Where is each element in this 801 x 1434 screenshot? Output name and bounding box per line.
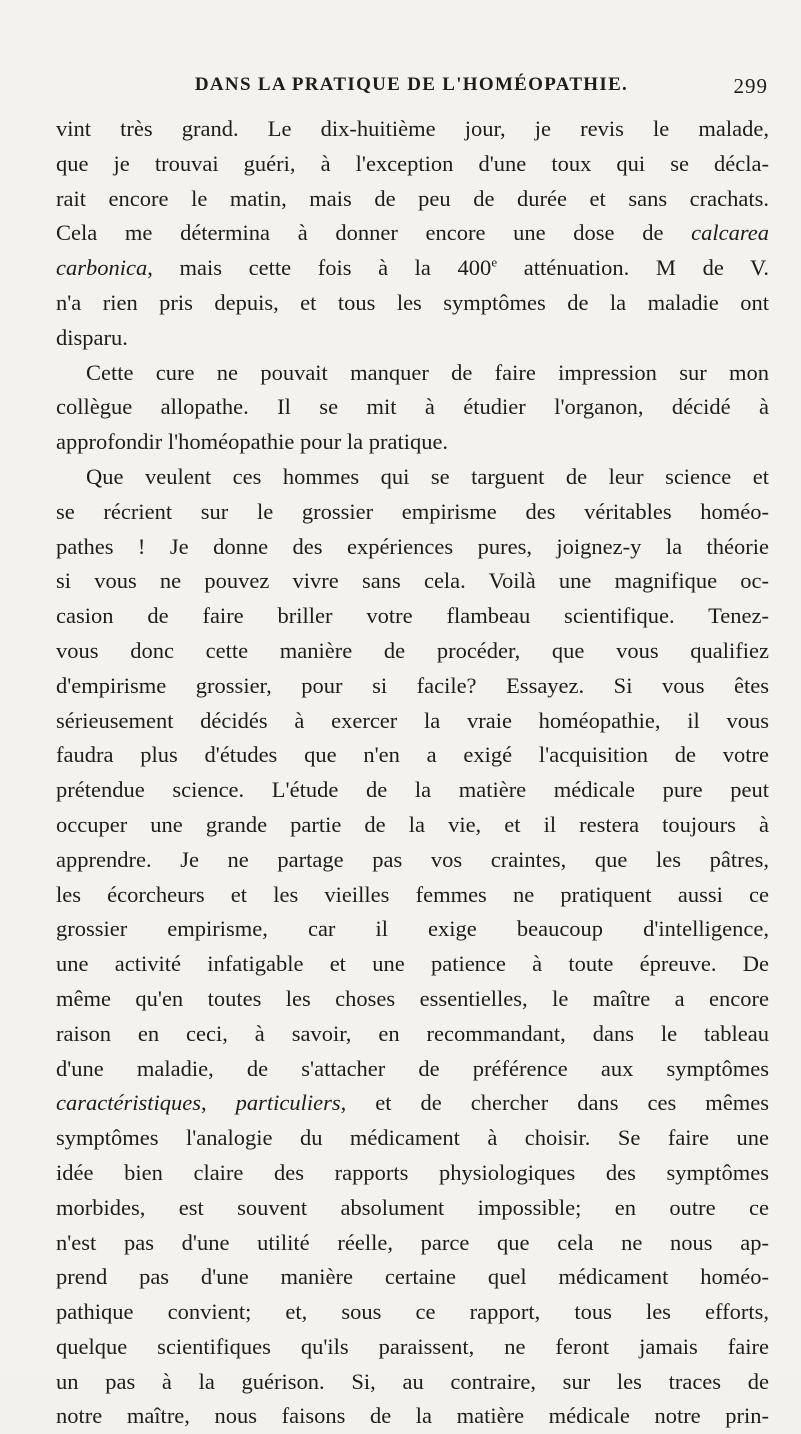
text-line: faudra plus d'études que n'en a exigé l'acquisition de votre (56, 742, 769, 768)
text-line: les écorcheurs et les vieilles femmes ne pratiquent aussi ce (56, 881, 769, 907)
running-header (55, 74, 768, 104)
text-line: un pas à la guérison. Si, au contraire, sur les traces de (56, 1368, 769, 1394)
text-line: morbides, est souvent absolument impossible; en outre ce (56, 1194, 769, 1220)
text-run: , et de chercher dans ces mêmes (340, 1090, 769, 1116)
text-line (56, 251, 769, 286)
italic-term: caractéristiques (56, 1090, 201, 1116)
text-line: rait encore le matin, mais de peu de durée et sans crachats. (56, 185, 769, 211)
text-line: même qu'en toutes les choses essentielles, le maître a encore (56, 985, 769, 1011)
text-line: occuper une grande partie de la vie, et il restera toujours à (56, 811, 769, 837)
text-line: pathique convient; et, sous ce rapport, tous les efforts, (56, 1299, 769, 1325)
italic-term: carbonica (56, 255, 148, 281)
text-run: atténuation. M de V. (497, 255, 769, 281)
text-line: prend pas d'une manière certaine quel médicament homéo- (56, 1264, 769, 1290)
page-number: 299 (733, 74, 768, 98)
text-line: idée bien claire des rapports physiologiques des symptômes (56, 1159, 769, 1185)
text-line: prétendue science. L'étude de la matière médicale pure peut (56, 777, 769, 803)
body-text (56, 112, 769, 1434)
text-run: , (200, 1090, 236, 1116)
text-line: symptômes l'analogie du médicament à choisir. Se faire une (56, 1125, 769, 1151)
text-line: Que veulent ces hommes qui se targuent de leur science et (86, 463, 769, 489)
text-line: vous donc cette manière de procéder, que vous qualifiez (56, 637, 769, 663)
text-line: apprendre. Je ne partage pas vos craintes, que les pâtres, (56, 846, 769, 872)
text-line: n'a rien pris depuis, et tous les symptômes de la maladie ont (56, 289, 769, 315)
text-line: pathes ! Je donne des expériences pures, joignez-y la théorie (56, 533, 769, 559)
running-title: DANS LA PRATIQUE DE L'HOMÉOPATHIE. (194, 74, 629, 95)
text-line: si vous ne pouvez vivre sans cela. Voilà une magnifique oc- (56, 568, 769, 594)
text-line: quelque scientifiques qu'ils paraissent, ne feront jamais faire (56, 1333, 769, 1359)
text-line: notre maître, nous faisons de la matière médicale notre prin- (56, 1403, 769, 1429)
text-line: casion de faire briller votre flambeau scientifique. Tenez- (56, 603, 769, 629)
text-run: , mais cette fois à la 400 (147, 255, 492, 281)
text-run: Cela me détermina à donner encore une dose de (56, 220, 664, 246)
text-line: n'est pas d'une utilité réelle, parce que cela ne nous ap- (56, 1229, 769, 1255)
text-line: que je trouvai guéri, à l'exception d'une toux qui se décla- (56, 150, 769, 176)
text-line (56, 1086, 769, 1121)
text-line: collègue allopathe. Il se mit à étudier l'organon, décidé à (56, 394, 769, 420)
italic-term: particuliers (235, 1090, 341, 1116)
text-line: Cette cure ne pouvait manquer de faire impression sur mon (86, 359, 769, 385)
text-line: se récrient sur le grossier empirisme des véritables homéo- (56, 498, 769, 524)
text-line: sérieusement décidés à exercer la vraie homéopathie, il vous (56, 707, 769, 733)
text-line: d'empirisme grossier, pour si facile? Essayez. Si vous êtes (56, 672, 769, 698)
text-line (56, 216, 769, 251)
text-line: disparu. (56, 324, 128, 350)
italic-term: calcarea (691, 220, 769, 246)
text-line: vint très grand. Le dix-huitième jour, je revis le malade, (56, 116, 769, 141)
text-line: grossier empirisme, car il exige beaucoup d'intelligence, (56, 916, 769, 942)
text-line: d'une maladie, de s'attacher de préférence aux symptômes (56, 1055, 769, 1081)
text-line: une activité infatigable et une patience à toute épreuve. De (56, 951, 769, 977)
text-line: approfondir l'homéopathie pour la pratique. (56, 429, 449, 455)
text-line: raison en ceci, à savoir, en recommandant, dans le tableau (56, 1020, 769, 1046)
superscript: e (491, 254, 498, 270)
